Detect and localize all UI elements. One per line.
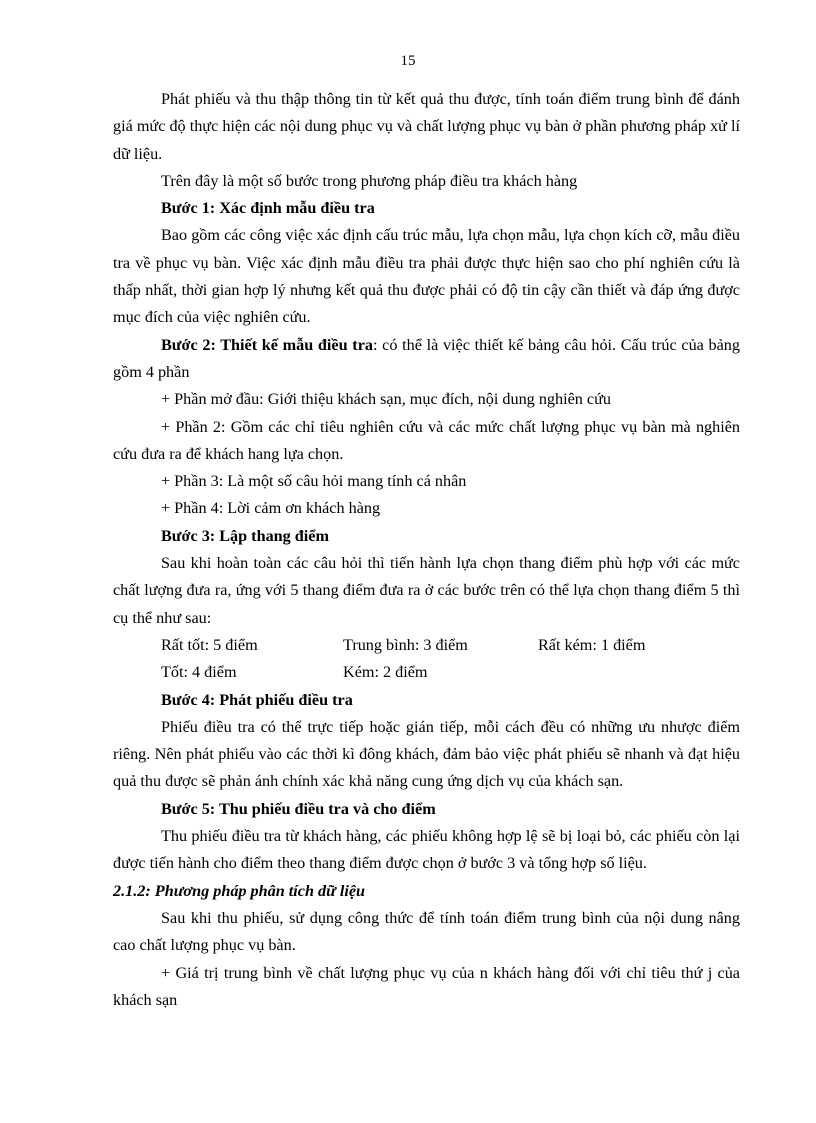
scale-row-2 [113, 659, 740, 686]
page-number: 15 [400, 53, 416, 69]
questionnaire-part-4: + Phần 4: Lời cảm ơn khách hàng [161, 499, 381, 518]
step4-heading: Bước 4: Phát phiếu điều tra [161, 690, 353, 709]
questionnaire-part-3: + Phần 3: Là một số câu hỏi mang tính cá nhân [161, 472, 467, 491]
scale-good: Tốt: 4 điểm [161, 663, 237, 682]
step2-text: : có thể là việc thiết kế bảng câu hỏi. Cấu trúc của bảng gồm 4 phần [113, 335, 740, 381]
questionnaire-part-2: + Phần 2: Gồm các chỉ tiêu nghiên cứu và các mức chất lượng phục vụ bàn mà nghiên cứu đưa ra để khách hang lựa chọn. [113, 417, 740, 463]
paragraph-data-collection: Phát phiếu và thu thập thông tin từ kết quả thu được, tính toán điểm trung bình để đánh giá mức độ thực hiện các nội dung phục vụ và chất lượng phục vụ bàn ở phần phương pháp xử lí dữ liệu. [113, 90, 740, 163]
step2-paragraph [113, 332, 740, 387]
step5-heading: Bước 5: Thu phiếu điều tra và cho điểm [161, 799, 436, 818]
page-content [113, 86, 740, 1014]
scale-row-1 [113, 632, 740, 659]
step3-paragraph: Sau khi hoàn toàn các câu hỏi thì tiến hành lựa chọn thang điểm phù hợp với các mức chất lượng đưa ra, ứng với 5 thang điểm đưa ra ở các bước trên có thể lựa chọn thang điểm 5 thì cụ thể như sau: [113, 554, 740, 627]
questionnaire-part-1: + Phần mở đầu: Giới thiệu khách sạn, mục đích, nội dung nghiên cứu [161, 390, 611, 409]
step5-paragraph: Thu phiếu điều tra từ khách hàng, các phiếu không hợp lệ sẽ bị loại bỏ, các phiếu còn lại được tiến hành cho điểm theo thang điểm được chọn ở bước 3 và tổng hợp số liệu. [113, 827, 740, 873]
scale-poor: Kém: 2 điểm [343, 663, 428, 682]
step3-heading: Bước 3: Lập thang điểm [161, 526, 329, 545]
scale-average: Trung bình: 3 điểm [343, 635, 468, 654]
analysis-paragraph: Sau khi thu phiếu, sử dụng công thức để tính toán điểm trung bình của nội dung nâng cao chất lượng phục vụ bàn. [113, 908, 740, 955]
average-value-paragraph: + Giá trị trung bình về chất lượng phục vụ của n khách hàng đối với chỉ tiêu thứ j của khách sạn [113, 963, 740, 1009]
step4-paragraph: Phiếu điều tra có thể trực tiếp hoặc gián tiếp, mỗi cách đều có những ưu nhược điểm riêng. Nên phát phiếu vào các thời kì đông khách, đảm bảo việc phát phiếu sẽ nhanh và đạt hiệu quả thu được sẽ phản ánh chính xác khả năng cung ứng dịch vụ của khách sạn. [113, 717, 740, 791]
scale-very-poor: Rất kém: 1 điểm [538, 635, 646, 654]
section-2-1-2-heading: 2.1.2: Phương pháp phân tích dữ liệu [113, 881, 366, 900]
step1-paragraph: Bao gồm các công việc xác định cấu trúc mẫu, lựa chọn mẫu, lựa chọn kích cỡ, mẫu điều tra về phục vụ bàn. Việc xác định mẫu điều tra phải được thực hiện sao cho phí nghiên cứu là thấp nhất, thời gian hợp lý nhưng kết quả thu được phải có độ tin cậy cần thiết và đáp ứng được mục đích của việc nghiên cứu. [113, 226, 740, 327]
step2-heading: Bước 2: Thiết kế mẫu điều tra [161, 335, 373, 354]
scale-very-good: Rất tốt: 5 điểm [161, 635, 258, 654]
paragraph-steps-intro: Trên đây là một số bước trong phương pháp điều tra khách hàng [161, 171, 578, 190]
step1-heading: Bước 1: Xác định mẫu điều tra [161, 199, 375, 218]
